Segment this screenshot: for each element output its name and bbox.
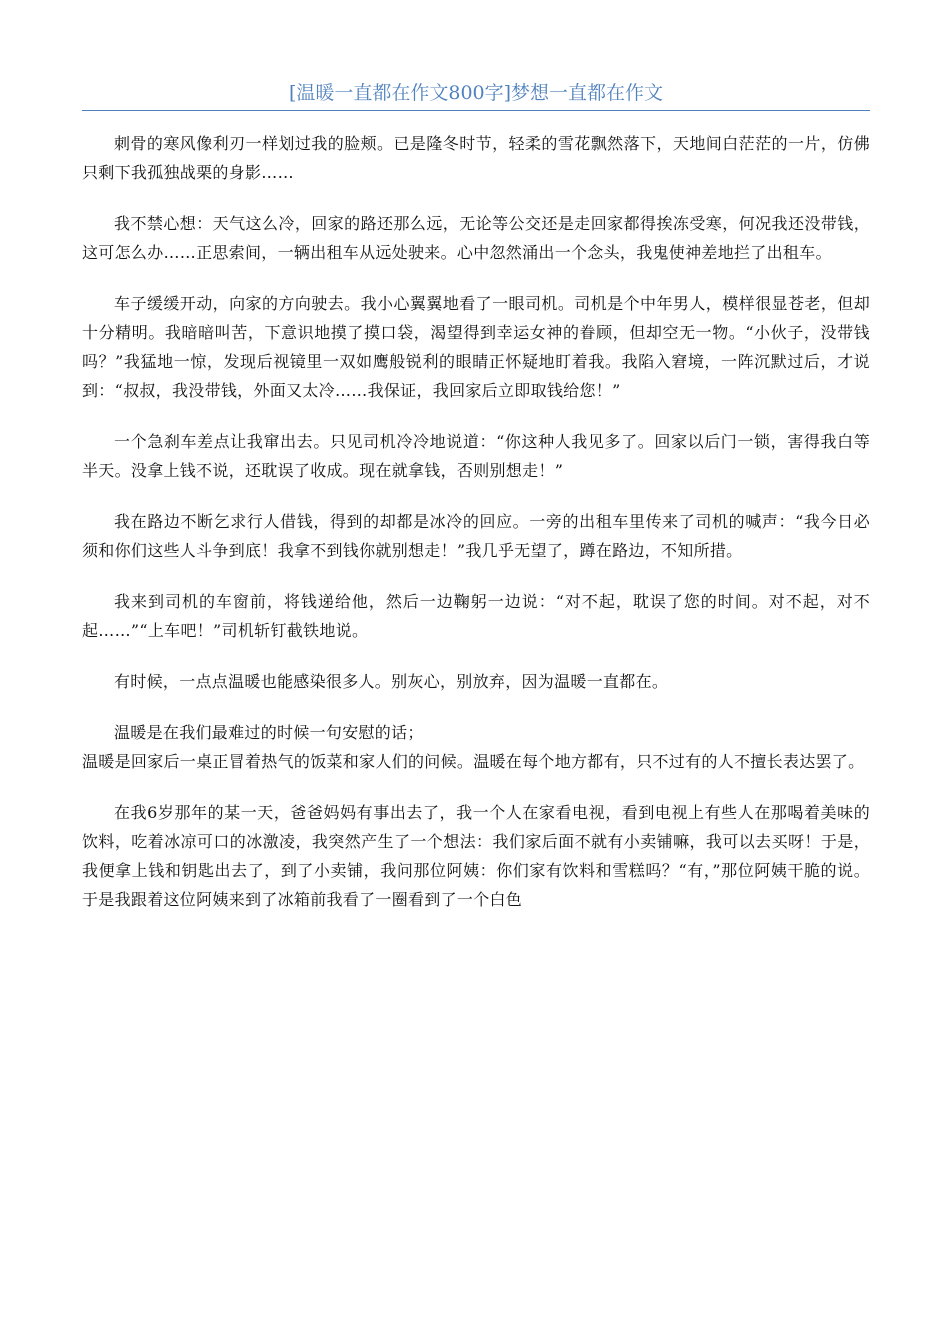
paragraph-9: 温暖是回家后一桌正冒着热气的饭菜和家人们的问候。温暖在每个地方都有，只不过有的人不擅长表达罢了。 [82, 752, 865, 771]
paragraph-7: 有时候，一点点温暖也能感染很多人。别灰心，别放弃，因为温暖一直都在。 [114, 672, 669, 691]
paragraph-5: 我在路边不断乞求行人借钱，得到的却都是冰冷的回应。一旁的出租车里传来了司机的喊声：“我今日必须和你们这些人斗争到底！我拿不到钱你就别想走！”我几乎无望了，蹲在路边，不知所措。 [82, 512, 870, 560]
paragraph-4: 一个急刹车差点让我窜出去。只见司机冷冷地说道：“你这种人我见多了。回家以后门一锁，害得我白等半天。没拿上钱不说，还耽误了收成。现在就拿钱，否则别想走！” [82, 432, 870, 480]
article-body [82, 129, 870, 914]
paragraph-10: 在我6岁那年的某一天，爸爸妈妈有事出去了，我一个人在家看电视，看到电视上有些人在那喝着美味的饮料，吃着冰凉可口的冰激凌，我突然产生了一个想法：我们家后面不就有小卖铺嘛，我可以去买呀！于是，我便拿上钱和钥匙出去了，到了小卖铺，我问那位阿姨：你们家有饮料和雪糕吗？“有，”那位阿姨干脆的说。于是我跟着这位阿姨来到了冰箱前我看了一圈看到了一个白色 [82, 803, 870, 909]
paragraph-2: 我不禁心想：天气这么冷，回家的路还那么远，无论等公交还是走回家都得挨冻受寒，何况我还没带钱，这可怎么办……正思索间，一辆出租车从远处驶来。心中忽然涌出一个念头，我鬼使神差地拦了出租车。 [82, 214, 870, 262]
paragraph-8: 温暖是在我们最难过的时候一句安慰的话； [114, 723, 424, 742]
page-title: [温暖一直都在作文800字]梦想一直都在作文 [288, 82, 664, 104]
page-header [82, 78, 870, 111]
document-page [82, 0, 870, 936]
paragraph-3: 车子缓缓开动，向家的方向驶去。我小心翼翼地看了一眼司机。司机是个中年男人，模样很显苍老，但却十分精明。我暗暗叫苦，下意识地摸了摸口袋，渴望得到幸运女神的眷顾，但却空无一物。“小伙子，没带钱吗？”我猛地一惊，发现后视镜里一双如鹰般锐利的眼睛正怀疑地盯着我。我陷入窘境，一阵沉默过后，才说到：“叔叔，我没带钱，外面又太冷……我保证，我回家后立即取钱给您！” [82, 294, 870, 400]
paragraph-6: 我来到司机的车窗前，将钱递给他，然后一边鞠躬一边说：“对不起，耽误了您的时间。对不起，对不起……”“上车吧！”司机斩钉截铁地说。 [82, 592, 870, 640]
paragraph-1: 刺骨的寒风像利刃一样划过我的脸颊。已是隆冬时节，轻柔的雪花飘然落下，天地间白茫茫的一片，仿佛只剩下我孤独战栗的身影…… [82, 134, 870, 182]
